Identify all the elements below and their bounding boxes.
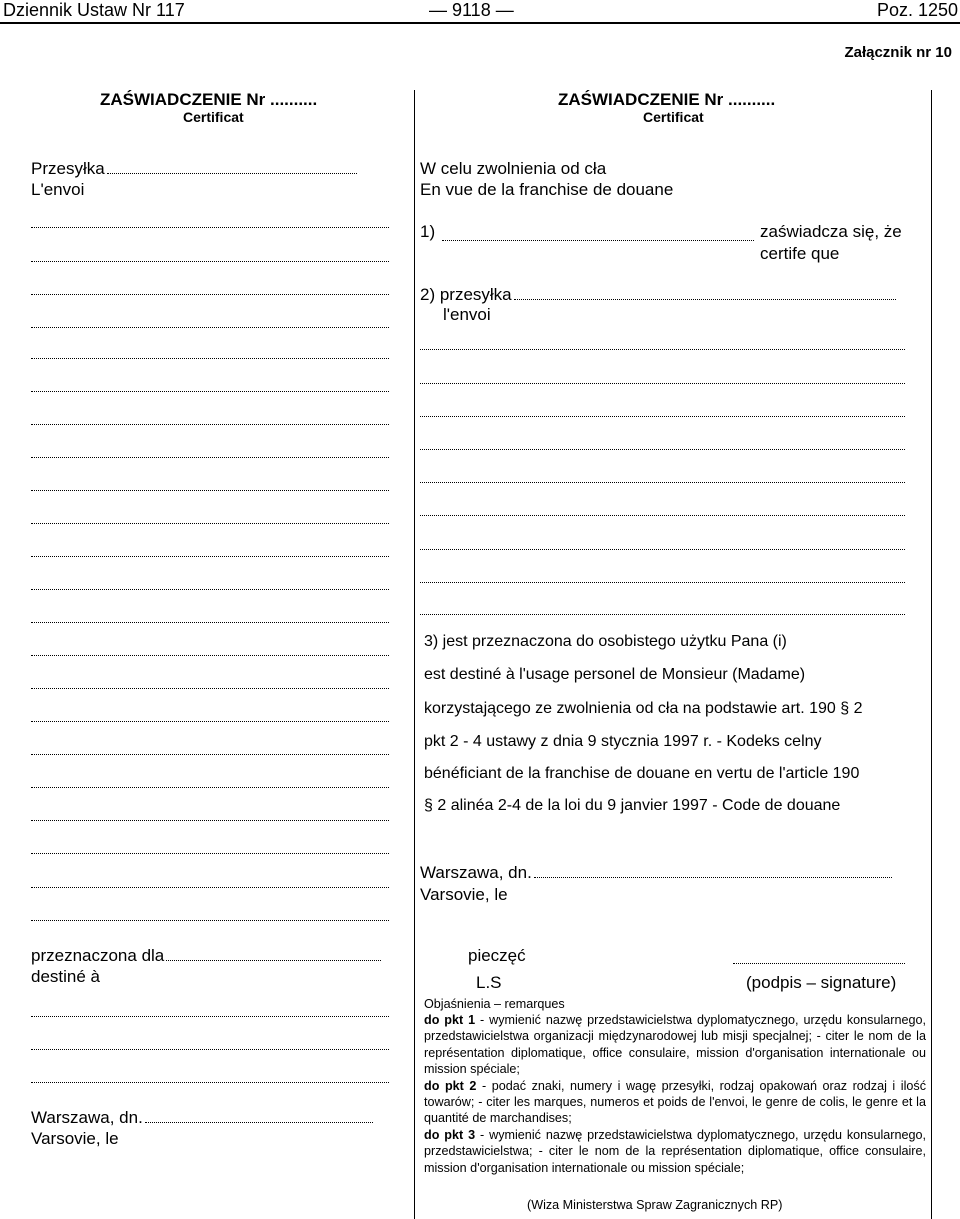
left-parcel-line [31,556,389,557]
right-border [931,90,932,1219]
left-parcel-label: Przesyłka [31,159,357,179]
item2-line [420,614,905,615]
left-parcel-line [31,523,389,524]
left-subtitle: Certificat [183,109,244,125]
right-place-date: Warszawa, dn. [420,863,892,883]
ministry-visa: (Wiza Ministerstwa Spraw Zagranicznych RP) [527,1198,783,1212]
stamp-abbr: L.S [476,973,502,992]
item3-line4: pkt 2 - 4 ustawy z dnia 9 stycznia 1997 r. - Kodeks celny [424,733,822,750]
left-parcel-line [31,391,389,392]
right-place-date-fr: Varsovie, le [420,885,508,904]
left-parcel-line [31,887,389,888]
left-place-date-fr: Varsovie, le [31,1129,119,1148]
left-title: ZAŚWIADCZENIE Nr .......... [100,90,318,109]
left-parcel-line [31,358,389,359]
column-divider [414,90,415,1219]
left-parcel-line [31,787,389,788]
left-parcel-line [31,754,389,755]
left-destination-label: przeznaczona dla [31,946,381,966]
item2-line [420,482,905,483]
left-parcel-line [31,920,389,921]
left-parcel-line [31,424,389,425]
left-parcel-line [31,490,389,491]
item2-line [420,383,905,384]
left-parcel-line [31,261,389,262]
right-subtitle: Certificat [643,109,704,125]
left-parcel-line [31,721,389,722]
item2-line [420,416,905,417]
item3-line5: bénéficiant de la franchise de douane en vertu de l'article 190 [424,765,860,782]
left-parcel-line [31,853,389,854]
notes-title: Objaśnienia – remarques [424,997,565,1011]
note-2: do pkt 2 - podać znaki, numery i wagę przesyłki, rodzaj opakowań oraz rodzaj i ilość towarów; - citer les marques, numeros et poids de l'envoi, le genre de colis, le genre et la quantité de marchandises; [424,1078,926,1126]
position-number: Poz. 1250 [876,0,958,20]
stamp-label: pieczęć [468,946,526,965]
left-parcel-label-fr: L'envoi [31,180,85,199]
signature-label: (podpis – signature) [746,973,897,992]
left-parcel-line [31,294,389,295]
item2-label: 2) przesyłka [420,285,896,305]
item1-line [442,240,754,241]
right-intro-fr: En vue de la franchise de douane [420,180,674,199]
left-place-date: Warszawa, dn. [31,1108,373,1128]
annex-label: Załącznik nr 10 [844,44,952,61]
left-parcel-line [31,457,389,458]
item1-number: 1) [420,222,436,241]
item3-line3: korzystającego ze zwolnienia od cła na podstawie art. 190 § 2 [424,700,863,717]
item2-line [420,515,905,516]
item3-line1: 3) jest przeznaczona do osobistego użytku Pana (i) [424,633,787,650]
left-parcel-line [31,688,389,689]
header-rule [0,22,960,24]
left-destination-line [31,1016,389,1017]
item2-line [420,349,905,350]
journal-title: Dziennik Ustaw Nr 117 [3,0,185,20]
note-3: do pkt 3 - wymienić nazwę przedstawicielstwa dyplomatycznego, urzędu konsularnego, przedstawicielstwa; - citer le nom de la représentation diplomatique, office consulaire, mission d'organisation internationale ou mission spéciale; [424,1127,926,1175]
left-destination-label-fr: destiné à [31,967,100,986]
left-parcel-line [31,820,389,821]
item2-line [420,549,905,550]
left-parcel-line [31,655,389,656]
signature-line [733,963,905,964]
left-parcel-line [31,589,389,590]
item2-line [420,449,905,450]
note-1: do pkt 1 - wymienić nazwę przedstawicielstwa dyplomatycznego, urzędu konsularnego, przedstawicielstwa organizacji międzynarodowej lub misji specjalnej; - citer le nom de la représentation diplomatique, office consulaire, mission d'organisation internationale ou mission spéciale; [424,1013,926,1077]
item2-label-fr: l'envoi [443,305,491,324]
right-intro-pl: W celu zwolnienia od cła [420,159,607,178]
notes [424,1012,926,1176]
item2-line [420,582,905,583]
left-parcel-line [31,227,389,228]
item1-fr: certife que [760,244,840,263]
page-number: — 9118 — [429,0,514,20]
right-title: ZAŚWIADCZENIE Nr .......... [558,90,776,109]
item3-line2: est destiné à l'usage personel de Monsieur (Madame) [424,666,806,683]
item3-line6: § 2 alinéa 2-4 de la loi du 9 janvier 1997 - Code de douane [424,797,841,814]
left-parcel-line [31,327,389,328]
left-destination-line [31,1049,389,1050]
left-parcel-line [31,622,389,623]
left-destination-line [31,1082,389,1083]
item1-pl: zaświadcza się, że [760,222,902,241]
